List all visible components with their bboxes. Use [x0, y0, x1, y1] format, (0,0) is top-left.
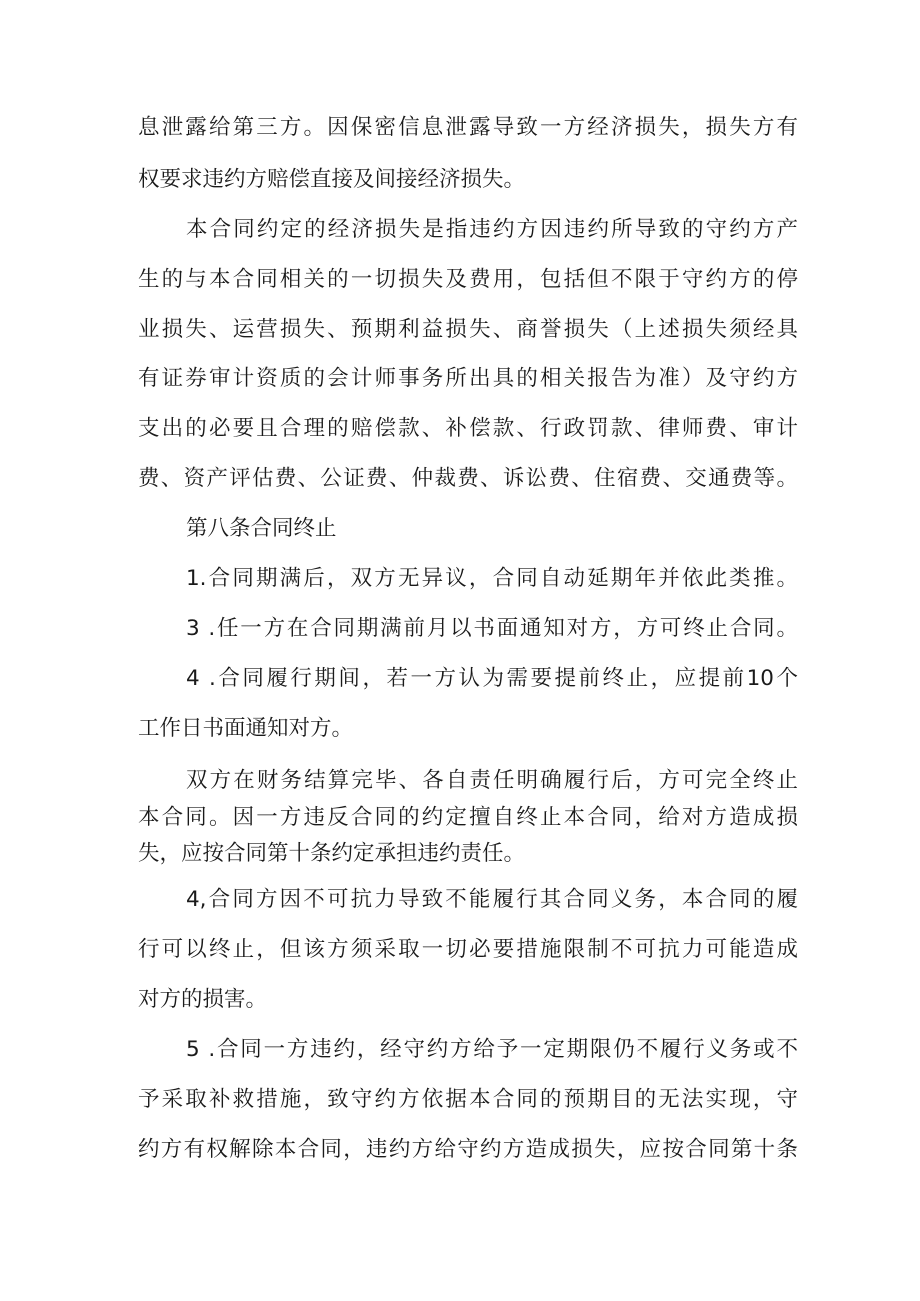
- text-line: 予采取补救措施，致守约方依据本合同的预期目的无法实现，守: [138, 1087, 798, 1112]
- text-line: 行可以终止，但该方须采取一切必要措施限制不可抗力可能造成: [138, 937, 798, 962]
- text-line: 3 .任一方在合同期满前月以书面通知对方，方可终止合同。: [186, 616, 798, 641]
- text-line: 息泄露给第三方。因保密信息泄露导致一方经济损失，损失方有: [138, 115, 798, 140]
- text-line: 约方有权解除本合同，违约方给守约方造成损失，应按合同第十条: [138, 1137, 798, 1162]
- text-line: 权要求违约方赔偿直接及间接经济损失。: [138, 167, 526, 192]
- text-line: 4,合同方因不可抗力导致不能履行其合同义务，本合同的履: [186, 887, 798, 912]
- text-line: 双方在财务结算完毕、各自责任明确履行后，方可完全终止: [186, 768, 798, 793]
- text-line: 工作日书面通知对方。: [138, 716, 354, 741]
- text-line: 费、资产评估费、公证费、仲裁费、诉讼费、住宿费、交通费等。: [138, 466, 798, 491]
- text-line: 对方的损害。: [138, 987, 268, 1012]
- text-line: 支出的必要且合理的赔偿款、补偿款、行政罚款、律师费、审计: [138, 416, 798, 441]
- text-line: 本合同约定的经济损失是指违约方因违约所导致的守约方产: [186, 217, 798, 242]
- text-line: 本合同。因一方违反合同的约定擅自终止本合同，给对方造成损: [138, 805, 798, 830]
- text-line: 4 .合同履行期间，若一方认为需要提前终止，应提前10个: [186, 666, 798, 691]
- text-line: 5 .合同一方违约，经守约方给予一定期限仍不履行义务或不: [186, 1037, 798, 1062]
- text-line: 1.合同期满后，双方无异议，合同自动延期年并依此类推。: [186, 566, 798, 591]
- text-line: 业损失、运营损失、预期利益损失、商誉损失（上述损失须经具: [138, 317, 798, 342]
- text-line: 失，应按合同第十条约定承担违约责任。: [138, 841, 526, 866]
- text-line: 生的与本合同相关的一切损失及费用，包括但不限于守约方的停: [138, 267, 798, 292]
- text-line: 有证券审计资质的会计师事务所出具的相关报告为准）及守约方: [138, 366, 798, 391]
- section-heading: 第八条合同终止: [186, 516, 337, 541]
